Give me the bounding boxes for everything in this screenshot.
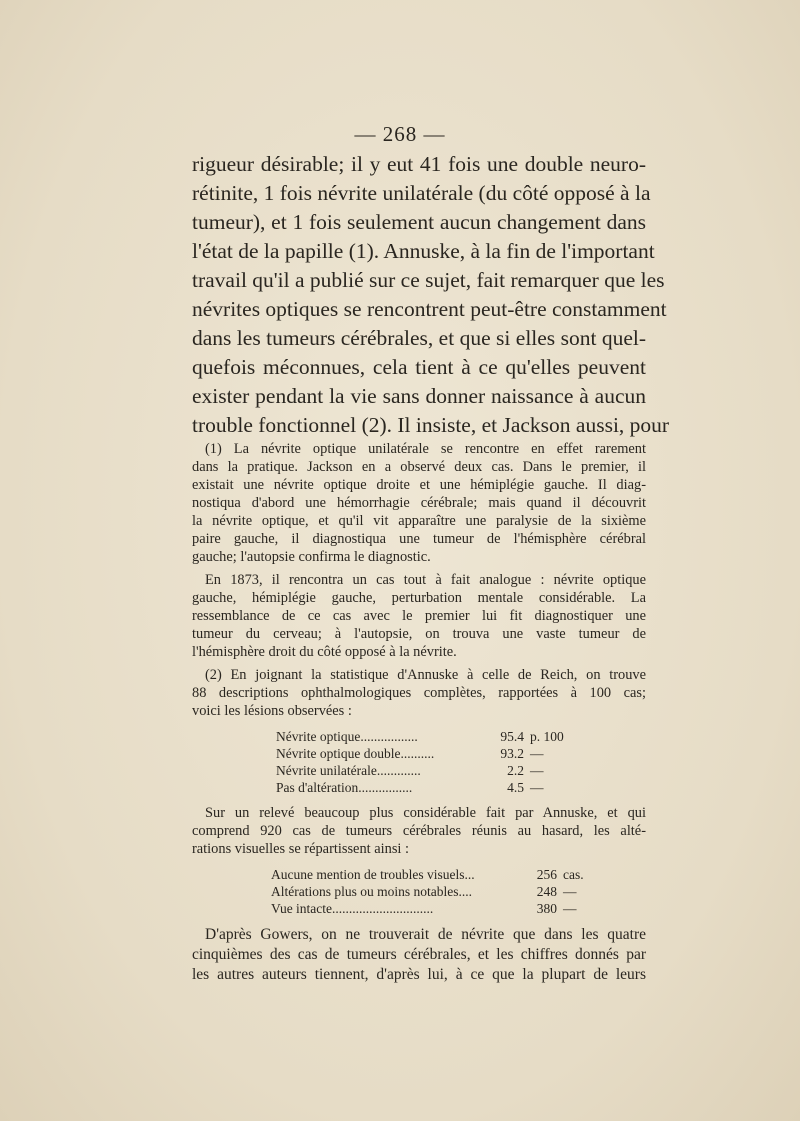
note-line: gauche, hémiplégie gauche, perturbation mentale considérable. La [192, 590, 646, 606]
row-value: 256 [536, 867, 557, 882]
main-line: quefois méconnues, cela tient à ce qu'elles peuvent [192, 355, 646, 379]
row-unit: cas. [563, 867, 584, 882]
note-line: les autres auteurs tiennent, d'après lui, à ce que la plupart de leurs [192, 966, 646, 983]
footnote-1-continued [192, 571, 646, 661]
footnote-2 [192, 666, 646, 720]
row-value: 380 [536, 901, 557, 916]
table-row [276, 762, 590, 779]
footnote-1 [192, 440, 646, 566]
row-value: 2.2 [507, 763, 524, 778]
note-line: En 1873, il rencontra un cas tout à fait analogue : névrite optique [205, 572, 646, 588]
main-line: dans les tumeurs cérébrales, et que si elles sont quel- [192, 326, 646, 350]
note-line: comprend 920 cas de tumeurs cérébrales réunis au hasard, les alté- [192, 823, 646, 839]
footnote-2-continued [192, 804, 646, 858]
row-label: Névrite unilatérale............. [276, 763, 421, 778]
note-line: 88 descriptions ophthalmologiques complètes, rapportées à 100 cas; [192, 685, 646, 701]
main-line: travail qu'il a publié sur ce sujet, fait remarquer que les [192, 268, 665, 292]
row-label: Névrite optique double.......... [276, 746, 435, 761]
table-row [276, 745, 590, 762]
row-label: Névrite optique................. [276, 729, 418, 744]
row-label: Aucune mention de troubles visuels... [271, 867, 475, 882]
row-unit: — [563, 901, 577, 916]
main-text [192, 150, 670, 440]
row-value: 4.5 [507, 780, 524, 795]
main-line: trouble fonctionnel (2). Il insiste, et Jackson aussi, pour [192, 413, 670, 437]
row-unit: — [530, 763, 544, 778]
note-line: l'hémisphère droit du côté opposé à la névrite. [192, 644, 457, 660]
note-line: Sur un relevé beaucoup plus considérable fait par Annuske, et qui [205, 805, 646, 821]
row-label: Vue intacte.............................. [271, 901, 434, 916]
main-line: tumeur), et 1 fois seulement aucun changement dans [192, 210, 646, 234]
main-line: exister pendant la vie sans donner naissance à aucun [192, 384, 646, 408]
main-line: névrites optiques se rencontrent peut-être constamment [192, 297, 667, 321]
note-line: D'après Gowers, on ne trouverait de névrite que dans les quatre [205, 926, 646, 943]
row-value: 95.4 [500, 729, 524, 744]
note-line: gauche; l'autopsie confirma le diagnostic. [192, 549, 431, 565]
row-value: 93.2 [500, 746, 524, 761]
footnotes [192, 440, 646, 985]
row-unit: — [530, 780, 544, 795]
table-row [271, 883, 623, 900]
note-line: existait une névrite optique droite et une hémiplégie gauche. Il diag- [192, 477, 646, 493]
note-line: cinquièmes des cas de tumeurs cérébrales, et les chiffres donnés par [192, 946, 646, 963]
lesions-table [276, 728, 590, 796]
note-line: dans la pratique. Jackson en a observé deux cas. Dans le premier, il [192, 459, 646, 475]
note-line: (1) La névrite optique unilatérale se rencontre en effet rarement [205, 441, 646, 457]
row-label: Altérations plus ou moins notables.... [271, 884, 472, 899]
note-line: voici les lésions observées : [192, 703, 352, 719]
note-line: nostiqua d'abord une hémorrhagie cérébrale; mais quand il découvrit [192, 495, 646, 511]
table-row [271, 900, 623, 917]
table-row [271, 866, 623, 883]
note-line: (2) En joignant la statistique d'Annuske à celle de Reich, on trouve [205, 667, 646, 683]
note-line: la névrite optique, et qu'il vit apparaître une paralysie de la sixième [192, 513, 646, 529]
main-line: rétinite, 1 fois névrite unilatérale (du côté opposé à la [192, 181, 651, 205]
note-line: rations visuelles se répartissent ainsi : [192, 841, 410, 857]
row-unit: p. 100 [530, 729, 564, 744]
table-row [276, 728, 590, 745]
table-row [276, 779, 590, 796]
row-label: Pas d'altération................ [276, 780, 413, 795]
note-line: ressemblance de ce cas avec le premier lui fit diagnostiquer une [192, 608, 646, 624]
row-unit: — [530, 746, 544, 761]
row-unit: — [563, 884, 577, 899]
note-line: paire gauche, il diagnostiqua une tumeur de l'hémisphère cérébral [192, 531, 646, 547]
visual-alterations-table [271, 866, 623, 917]
page-number: — 268 — [354, 122, 446, 146]
main-line: l'état de la papille (1). Annuske, à la fin de l'important [192, 239, 655, 263]
footnote-2-gowers [192, 925, 646, 985]
main-line: rigueur désirable; il y eut 41 fois une double neuro- [192, 152, 646, 176]
note-line: tumeur du cerveau; à l'autopsie, on trouva une vaste tumeur de [192, 626, 646, 642]
row-value: 248 [536, 884, 557, 899]
